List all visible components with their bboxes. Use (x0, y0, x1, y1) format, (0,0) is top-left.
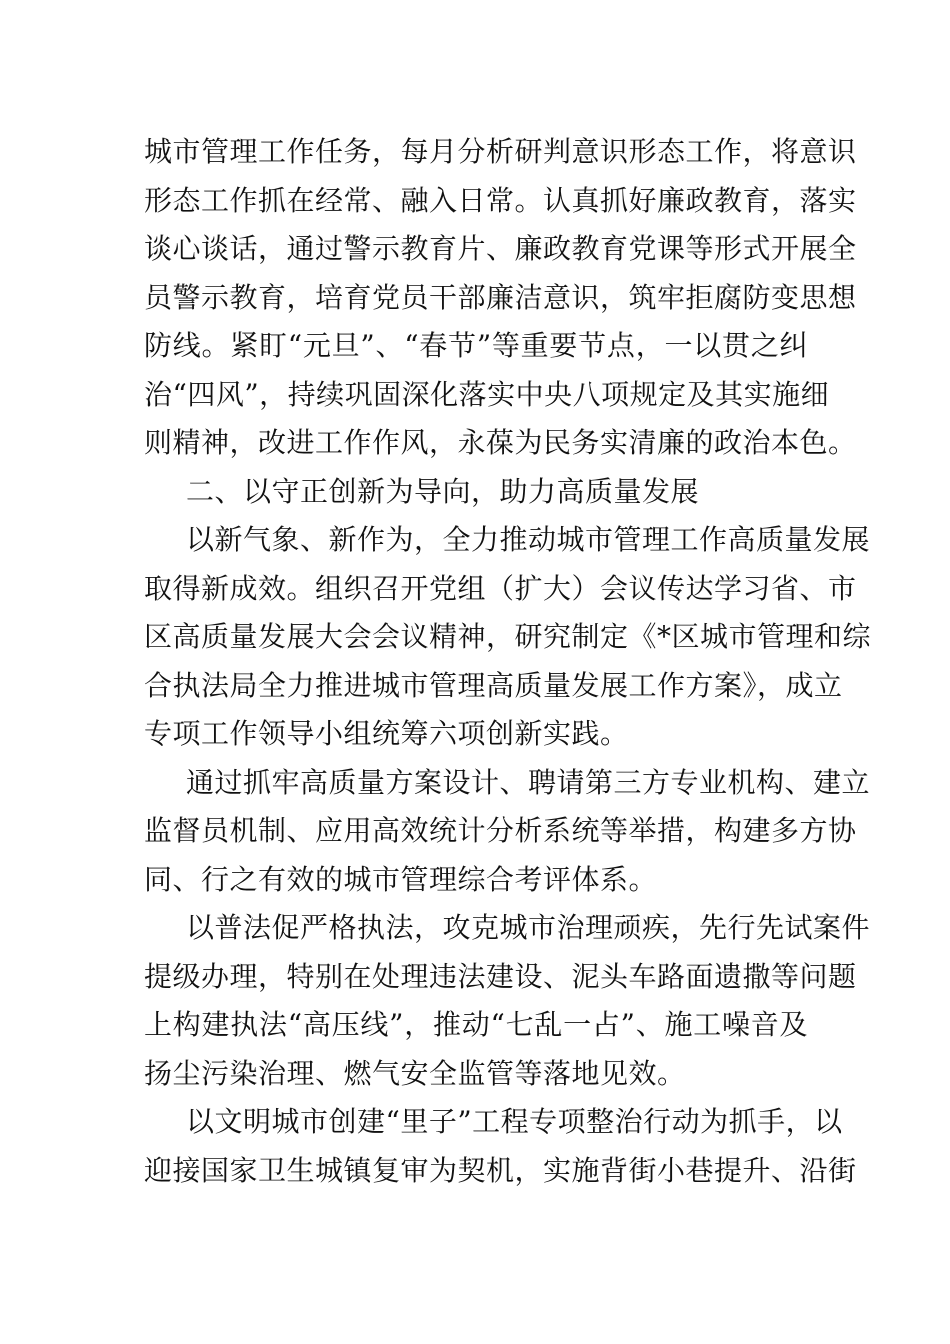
text-line: 提级办理，特别在处理违法建设、泥头车路面遗撒等问题 (144, 959, 857, 993)
text-line: 迎接国家卫生城镇复审为契机，实施背街小巷提升、沿街 (144, 1153, 857, 1187)
text-line: 形态工作抓在经常、融入日常。认真抓好廉政教育，落实 (144, 183, 857, 217)
text-line: 防线。紧盯“元旦”、“春节”等重要节点，一以贯之纠 (144, 329, 808, 362)
text-line: 通过抓牢高质量方案设计、聘请第三方专业机构、建立 (186, 765, 871, 799)
text-line: 以普法促严格执法，攻克城市治理顽疾，先行先试案件 (186, 911, 871, 944)
document-body (144, 128, 872, 1195)
text-line: 扬尘污染治理、燃气安全监管等落地见效。 (144, 1056, 686, 1090)
text-line: 监督员机制、应用高效统计分析系统等举措，构建多方协 (144, 814, 857, 847)
text-line: 以文明城市创建“里子”工程专项整治行动为抓手，以 (186, 1105, 843, 1138)
text-line: 专项工作领导小组统筹六项创新实践。 (144, 717, 629, 750)
text-line: 以新气象、新作为，全力推动城市管理工作高质量发展 (186, 523, 871, 556)
text-line: 员警示教育，培育党员干部廉洁意识，筑牢拒腐防变思想 (144, 280, 857, 314)
text-line: 同、行之有效的城市管理综合考评体系。 (144, 862, 658, 896)
text-line: 区高质量发展大会会议精神，研究制定《*区城市管理和综 (144, 620, 872, 653)
text-line: 上构建执法“高压线”，推动“七乱一占”、施工噪音及 (144, 1008, 808, 1041)
text-line: 合执法局全力推进城市管理高质量发展工作方案》，成立 (144, 668, 843, 702)
section-heading: 二、以守正创新为导向，助力高质量发展 (186, 474, 700, 508)
text-line: 治“四风”，持续巩固深化落实中央八项规定及其实施细 (144, 377, 830, 411)
text-line: 谈心谈话，通过警示教育片、廉政教育党课等形式开展全 (144, 232, 857, 265)
text-line: 则精神，改进工作作风，永葆为民务实清廉的政治本色。 (144, 426, 857, 459)
text-line: 城市管理工作任务，每月分析研判意识形态工作，将意识 (144, 135, 857, 168)
text-line: 取得新成效。组织召开党组（扩大）会议传达学习省、市 (144, 571, 857, 605)
